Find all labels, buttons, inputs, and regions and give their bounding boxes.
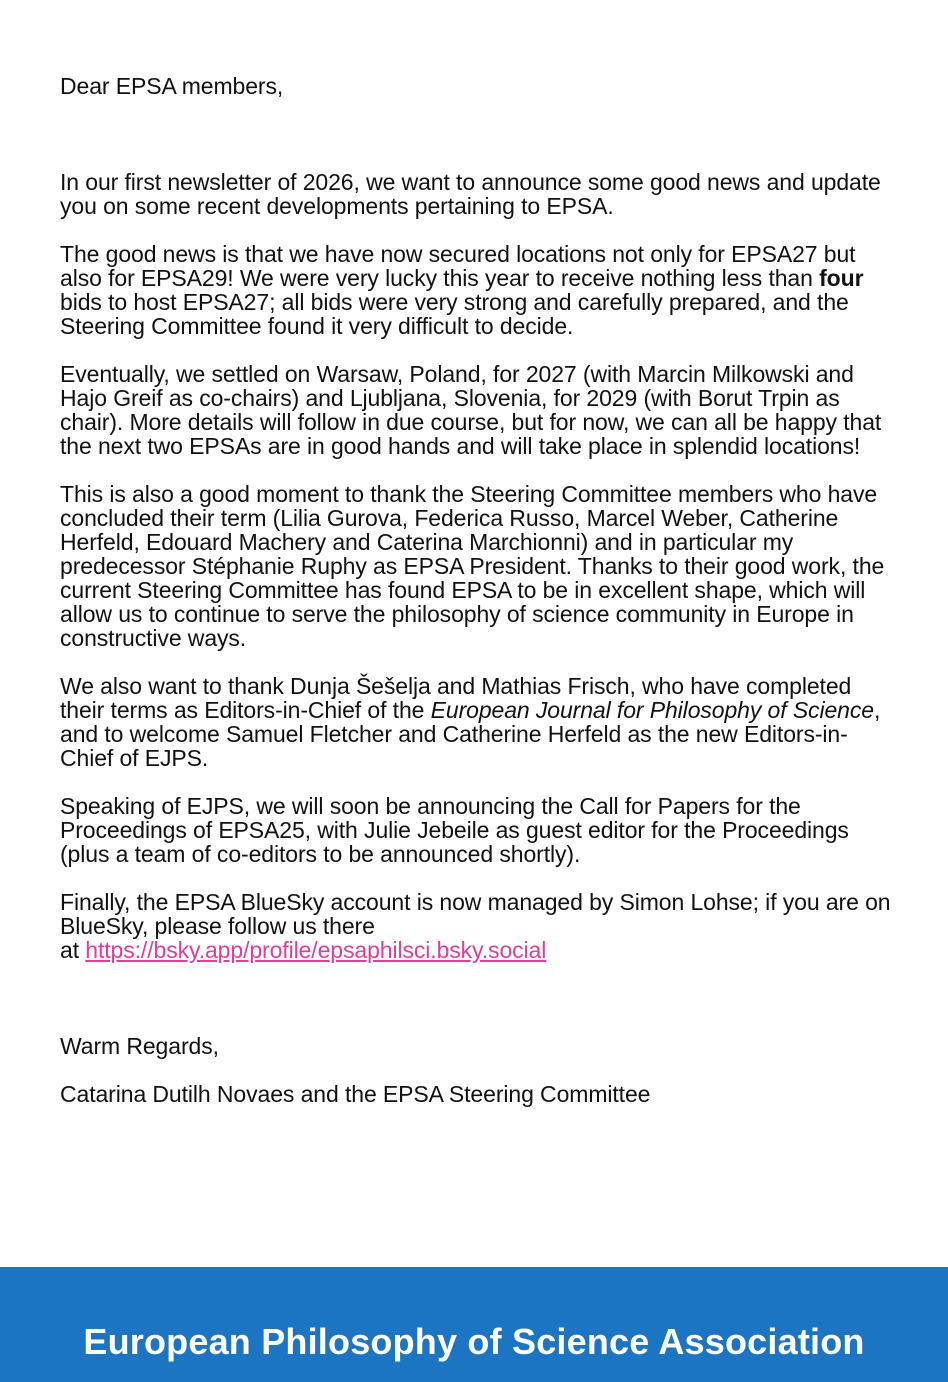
paragraph-good-news-start: The good news is that we have now secured locations not only for EPSA27 but also for EPSA29! We were very lucky this year to receive nothing less than [60,241,856,291]
bluesky-profile-link[interactable]: https://bsky.app/profile/epsaphilsci.bsky.social [85,937,547,963]
paragraph-bluesky-at: at [60,937,86,963]
footer-title: European Philosophy of Science Association [83,1321,865,1362]
paragraph-good-news-end: bids to host EPSA27; all bids were very strong and carefully prepared, and the Steering Committee found it very difficult to decide. [60,289,849,339]
paragraph-ejps-start: We also want to thank Dunja Šešelja and Mathias Frisch, who have completed their terms as Editors-in-Chief of the [60,673,852,723]
paragraph-intro: In our first newsletter of 2026, we want to announce some good news and update you on some recent developments pertaining to EPSA. [60,169,881,219]
paragraph-good-news [60,242,900,338]
paragraph-ejps-end: , and to welcome Samuel Fletcher and Catherine Herfeld as the new Editors-in-Chief of EJPS. [60,697,881,771]
journal-title: European Journal for Philosophy of Science [430,697,874,723]
paragraph-ejps-editors [60,674,900,770]
greeting: Dear EPSA members, [60,73,284,99]
paragraph-thanks-committee: This is also a good moment to thank the Steering Committee members who have concluded their term (Lilia Gurova, Federica Russo, Marcel Weber, Catherine Herfeld, Edouard Machery and Caterina Marchionni) and in particular my predecessor Stéphanie Ruphy as EPSA President. Thanks to their good work, the current Steering Committee has found EPSA to be in excellent shape, which will allow us to continue to serve the philosophy of science community in Europe in constructive ways. [60,481,885,651]
paragraph-bluesky-text: Finally, the EPSA BlueSky account is now managed by Simon Lohse; if you are on BlueSky, please follow us there [60,889,891,939]
paragraph-bluesky [60,890,900,962]
paragraph-proceedings: Speaking of EJPS, we will soon be announcing the Call for Papers for the Proceedings of EPSA25, with Julie Jebeile as guest editor for the Proceedings (plus a team of co-editors to be announced shortly). [60,793,849,867]
paragraph-locations: Eventually, we settled on Warsaw, Poland, for 2027 (with Marcin Milkowski and Hajo Greif as co-chairs) and Ljubljana, Slovenia, for 2029 (with Borut Trpin as chair). More details will follow in due course, but for now, we can all be happy that the next two EPSAs are in good hands and will take place in splendid locations! [60,361,882,459]
signature: Catarina Dutilh Novaes and the EPSA Steering Committee [60,1081,651,1107]
newsletter-letter [60,74,900,1106]
closing: Warm Regards, [60,1033,219,1059]
bold-four: four [819,265,864,291]
